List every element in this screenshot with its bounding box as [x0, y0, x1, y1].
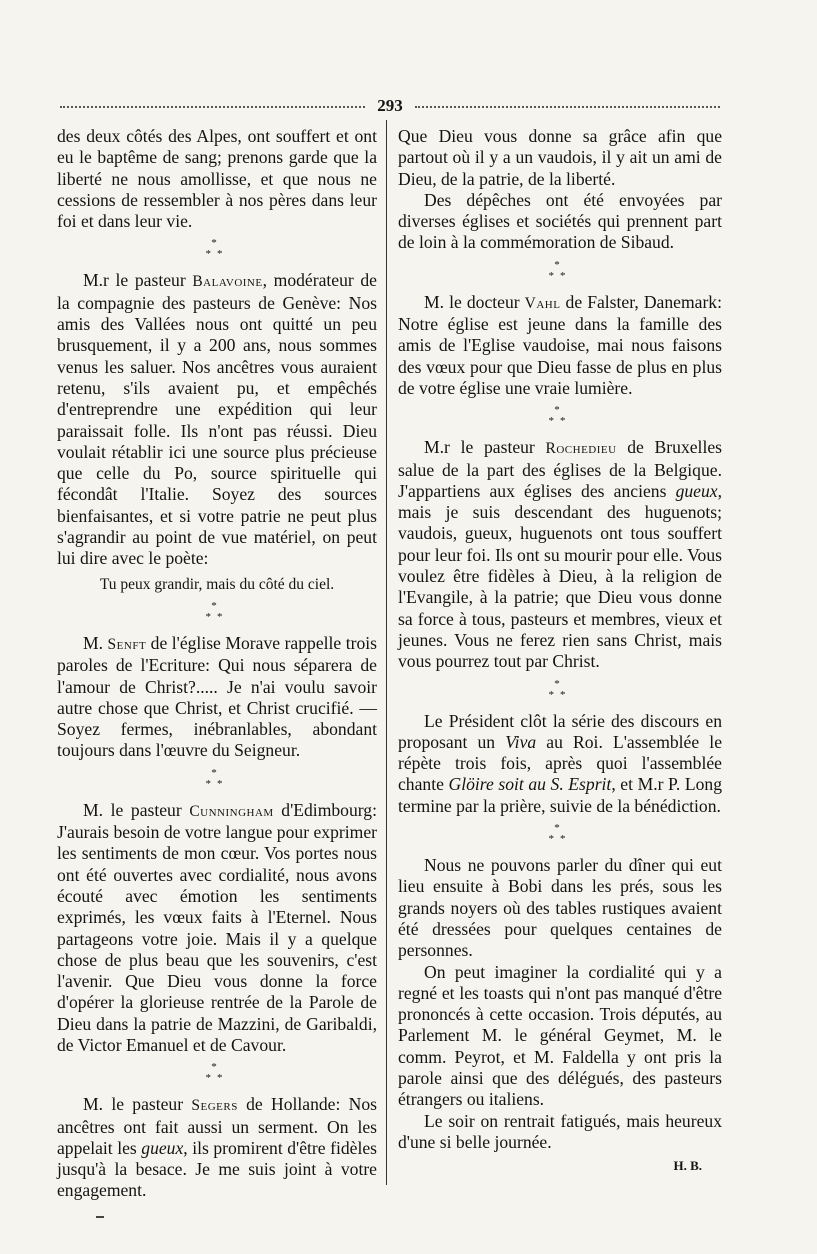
- speech-text: , mais je suis descendant des huguenots; vaudois, gueux, huguenots ont tous souffert pour leur foi. Ils ont su mourir pour elle. Vous voulez être fidèles à Dieu, à la religion de l'Evangile, à la patrie; que Dieu vous donne sa force à tous, pasteurs et membres, vieux et jeunes. Vous ne ferez rien sans Christ, mais vous pourrez tout par Christ.: [398, 480, 722, 672]
- star: *: [548, 269, 560, 282]
- star: *: [205, 248, 217, 261]
- speech-text: d'Edimbourg: J'aurais besoin de votre langue pour exprimer les sentiments de mon cœur. Vos portes nous ont été ouvertes avec cordialité, nous avons écouté avec émotion les sentiments exprimés, les vœux faits à l'Eternel. Nous partageons votre joie. Mais il y a quelque chose de plus beau que les souvenirs, c'est l'avenir. Que Dieu vous donne la force d'opérer la glorieuse rentrée de la Parole de Dieu dans la patrie de Mazzini, de Garibaldi, de Victor Emanuel et de Cavour.: [57, 799, 377, 1055]
- star: *: [554, 404, 566, 417]
- speech-paragraph: [57, 800, 377, 1057]
- speech-paragraph: [398, 292, 722, 399]
- section-separator: [398, 823, 722, 845]
- star: *: [211, 237, 223, 250]
- speech-text: de Falster, Danemark: Notre église est jeune dans la famille des amis de l'Eglise vaudoise, mai nous faisons des vœux pour que Dieu fasse de plus en plus de votre église une vraie lumière.: [398, 291, 722, 398]
- paragraph: Que Dieu vous donne sa grâce afin que partout où il y a un vaudois, il y ait un ami de Dieu, de la patrie, de la liberté.: [398, 126, 722, 189]
- speech-paragraph: [57, 1094, 377, 1201]
- speaker-name: Senft: [107, 635, 147, 653]
- star: *: [554, 258, 566, 271]
- speaker-name: Rochedieu: [545, 440, 617, 458]
- speaker-title: M.: [83, 632, 108, 653]
- paragraph-text: Le Président clôt la série des discours en proposant un: [398, 710, 722, 752]
- speech-paragraph: [398, 437, 722, 672]
- speaker-title: M.r le pasteur: [424, 437, 546, 458]
- page-header: [60, 96, 720, 116]
- speech-text: , ils promirent d'être fidèles jusqu'à la besace. Je me suis joint à votre engagement.: [57, 1137, 377, 1201]
- speaker-title: M. le pasteur: [83, 799, 190, 820]
- speech-text: de Hollande: Nos ancêtres ont fait aussi un serment. On les appelait les: [57, 1094, 377, 1158]
- star: *: [554, 677, 566, 690]
- right-column: [398, 126, 722, 1176]
- section-separator: [398, 679, 722, 701]
- section-separator: [398, 260, 722, 282]
- section-separator: [57, 768, 377, 790]
- speaker-title: M. le docteur: [424, 291, 525, 312]
- author-signature: H. B.: [673, 1158, 702, 1174]
- paragraph: Nous ne pouvons parler du dîner qui eut lieu ensuite à Bobi dans les prés, sous les grands noyers où des tables rustiques avaient été dressées pour quelques centaines de personnes.: [398, 855, 722, 961]
- speech-paragraph: [57, 633, 377, 762]
- paragraph: des deux côtés des Alpes, ont souffert et ont eu le baptême de sang; prenons garde que la liberté ne nous amollisse, et que nous ne cessions de ressembler à nos pères dans leur foi et dans leur vie.: [57, 126, 377, 232]
- hymn-title: Glöire soit au S. Esprit: [448, 774, 612, 795]
- paragraph: On peut imaginer la cordialité qui y a regné et les toasts qui n'ont pas manqué d'être prononcés à cette occasion. Trois députés, au Parlement M. le général Geymet, M. le comm. Peyrot, et M. Faldella y ont pris la parole ainsi que des délégués, des pasteurs étrangers ou italiens.: [398, 961, 722, 1110]
- star: *: [211, 1061, 223, 1074]
- paragraph: [398, 711, 722, 817]
- italic-word: gueux: [675, 480, 718, 501]
- star: *: [211, 599, 223, 612]
- star: *: [560, 415, 572, 428]
- column-divider: [386, 120, 387, 1185]
- star: *: [217, 1072, 229, 1085]
- left-column: [57, 126, 377, 1202]
- star: *: [548, 688, 560, 701]
- paragraph: Le soir on rentrait fatigués, mais heureux d'une si belle journée.: [398, 1110, 722, 1152]
- paragraph: Des dépêches ont été envoyées par diverses églises et sociétés qui prennent part de loin à la commémoration de Sibaud.: [398, 189, 722, 253]
- star: *: [548, 833, 560, 846]
- speaker-name: Balavoine: [192, 273, 263, 291]
- star: *: [205, 1072, 217, 1085]
- verse-quote: Tu peux grandir, mais du côté du ciel.: [99, 575, 335, 593]
- speech-text: de l'église Morave rappelle trois paroles de l'Ecriture: Qui nous séparera de l'amour de Christ?..... Je n'ai voulu savoir autre chose que Christ, et Christ crucifié. — Soyez fermes, inébranlables, abondant toujours dans l'œuvre du Seigneur.: [57, 632, 377, 761]
- speech-text: , modérateur de la compagnie des pasteurs de Genève: Nos amis des Vallées nous ont quitté un peu brusquement, il y a 200 ans, nous sommes venus les saluer. Nos ancêtres vous auraient retenu, s'ils avaient pu, et empêchés d'entreprendre une expédition qui leur paraissait folle. Ils n'ont pas réussi. Dieu voulait rétablir ici une source plus précieuse que celle du Po, source spirituelle qui fécondât l'Italie. Soyez des sources bienfaisantes, et si votre patrie ne peut plus s'agrandir au point de vue matériel, on peut lui dire avec le poète:: [57, 270, 377, 569]
- speaker-name: Segers: [191, 1097, 238, 1115]
- speech-text: de Bruxelles salue de la part des églises de la Belgique. J'appartiens aux églises des anciens: [398, 437, 722, 501]
- italic-word: gueux: [141, 1137, 184, 1158]
- star: *: [560, 269, 572, 282]
- star: *: [560, 688, 572, 701]
- section-separator: [398, 405, 722, 427]
- page-number: 293: [377, 96, 403, 115]
- star: *: [205, 777, 217, 790]
- section-separator: [57, 601, 377, 623]
- speaker-title: M.r le pasteur: [83, 270, 193, 291]
- header-rule-right: [415, 106, 720, 108]
- star: *: [560, 833, 572, 846]
- star: *: [205, 610, 217, 623]
- header-rule-left: [60, 106, 365, 108]
- speaker-title: M. le pasteur: [83, 1094, 192, 1115]
- section-separator: [57, 1062, 377, 1084]
- speaker-name: Cunningham: [189, 802, 274, 820]
- star: *: [548, 415, 560, 428]
- star: *: [217, 777, 229, 790]
- star: *: [217, 610, 229, 623]
- section-separator: [57, 238, 377, 260]
- star: *: [211, 766, 223, 779]
- print-mark: [96, 1216, 104, 1218]
- star: *: [217, 248, 229, 261]
- italic-word: Viva: [505, 731, 537, 752]
- paragraph-text: au Roi. L'assemblée le répète trois fois, après quoi l'assemblée chante: [398, 731, 722, 795]
- speaker-name: Vahl: [524, 294, 561, 312]
- paragraph-text: , et M.r P. Long termine par la prière, suivie de la bénédiction.: [398, 774, 723, 816]
- star: *: [554, 822, 566, 835]
- speech-paragraph: [57, 270, 377, 569]
